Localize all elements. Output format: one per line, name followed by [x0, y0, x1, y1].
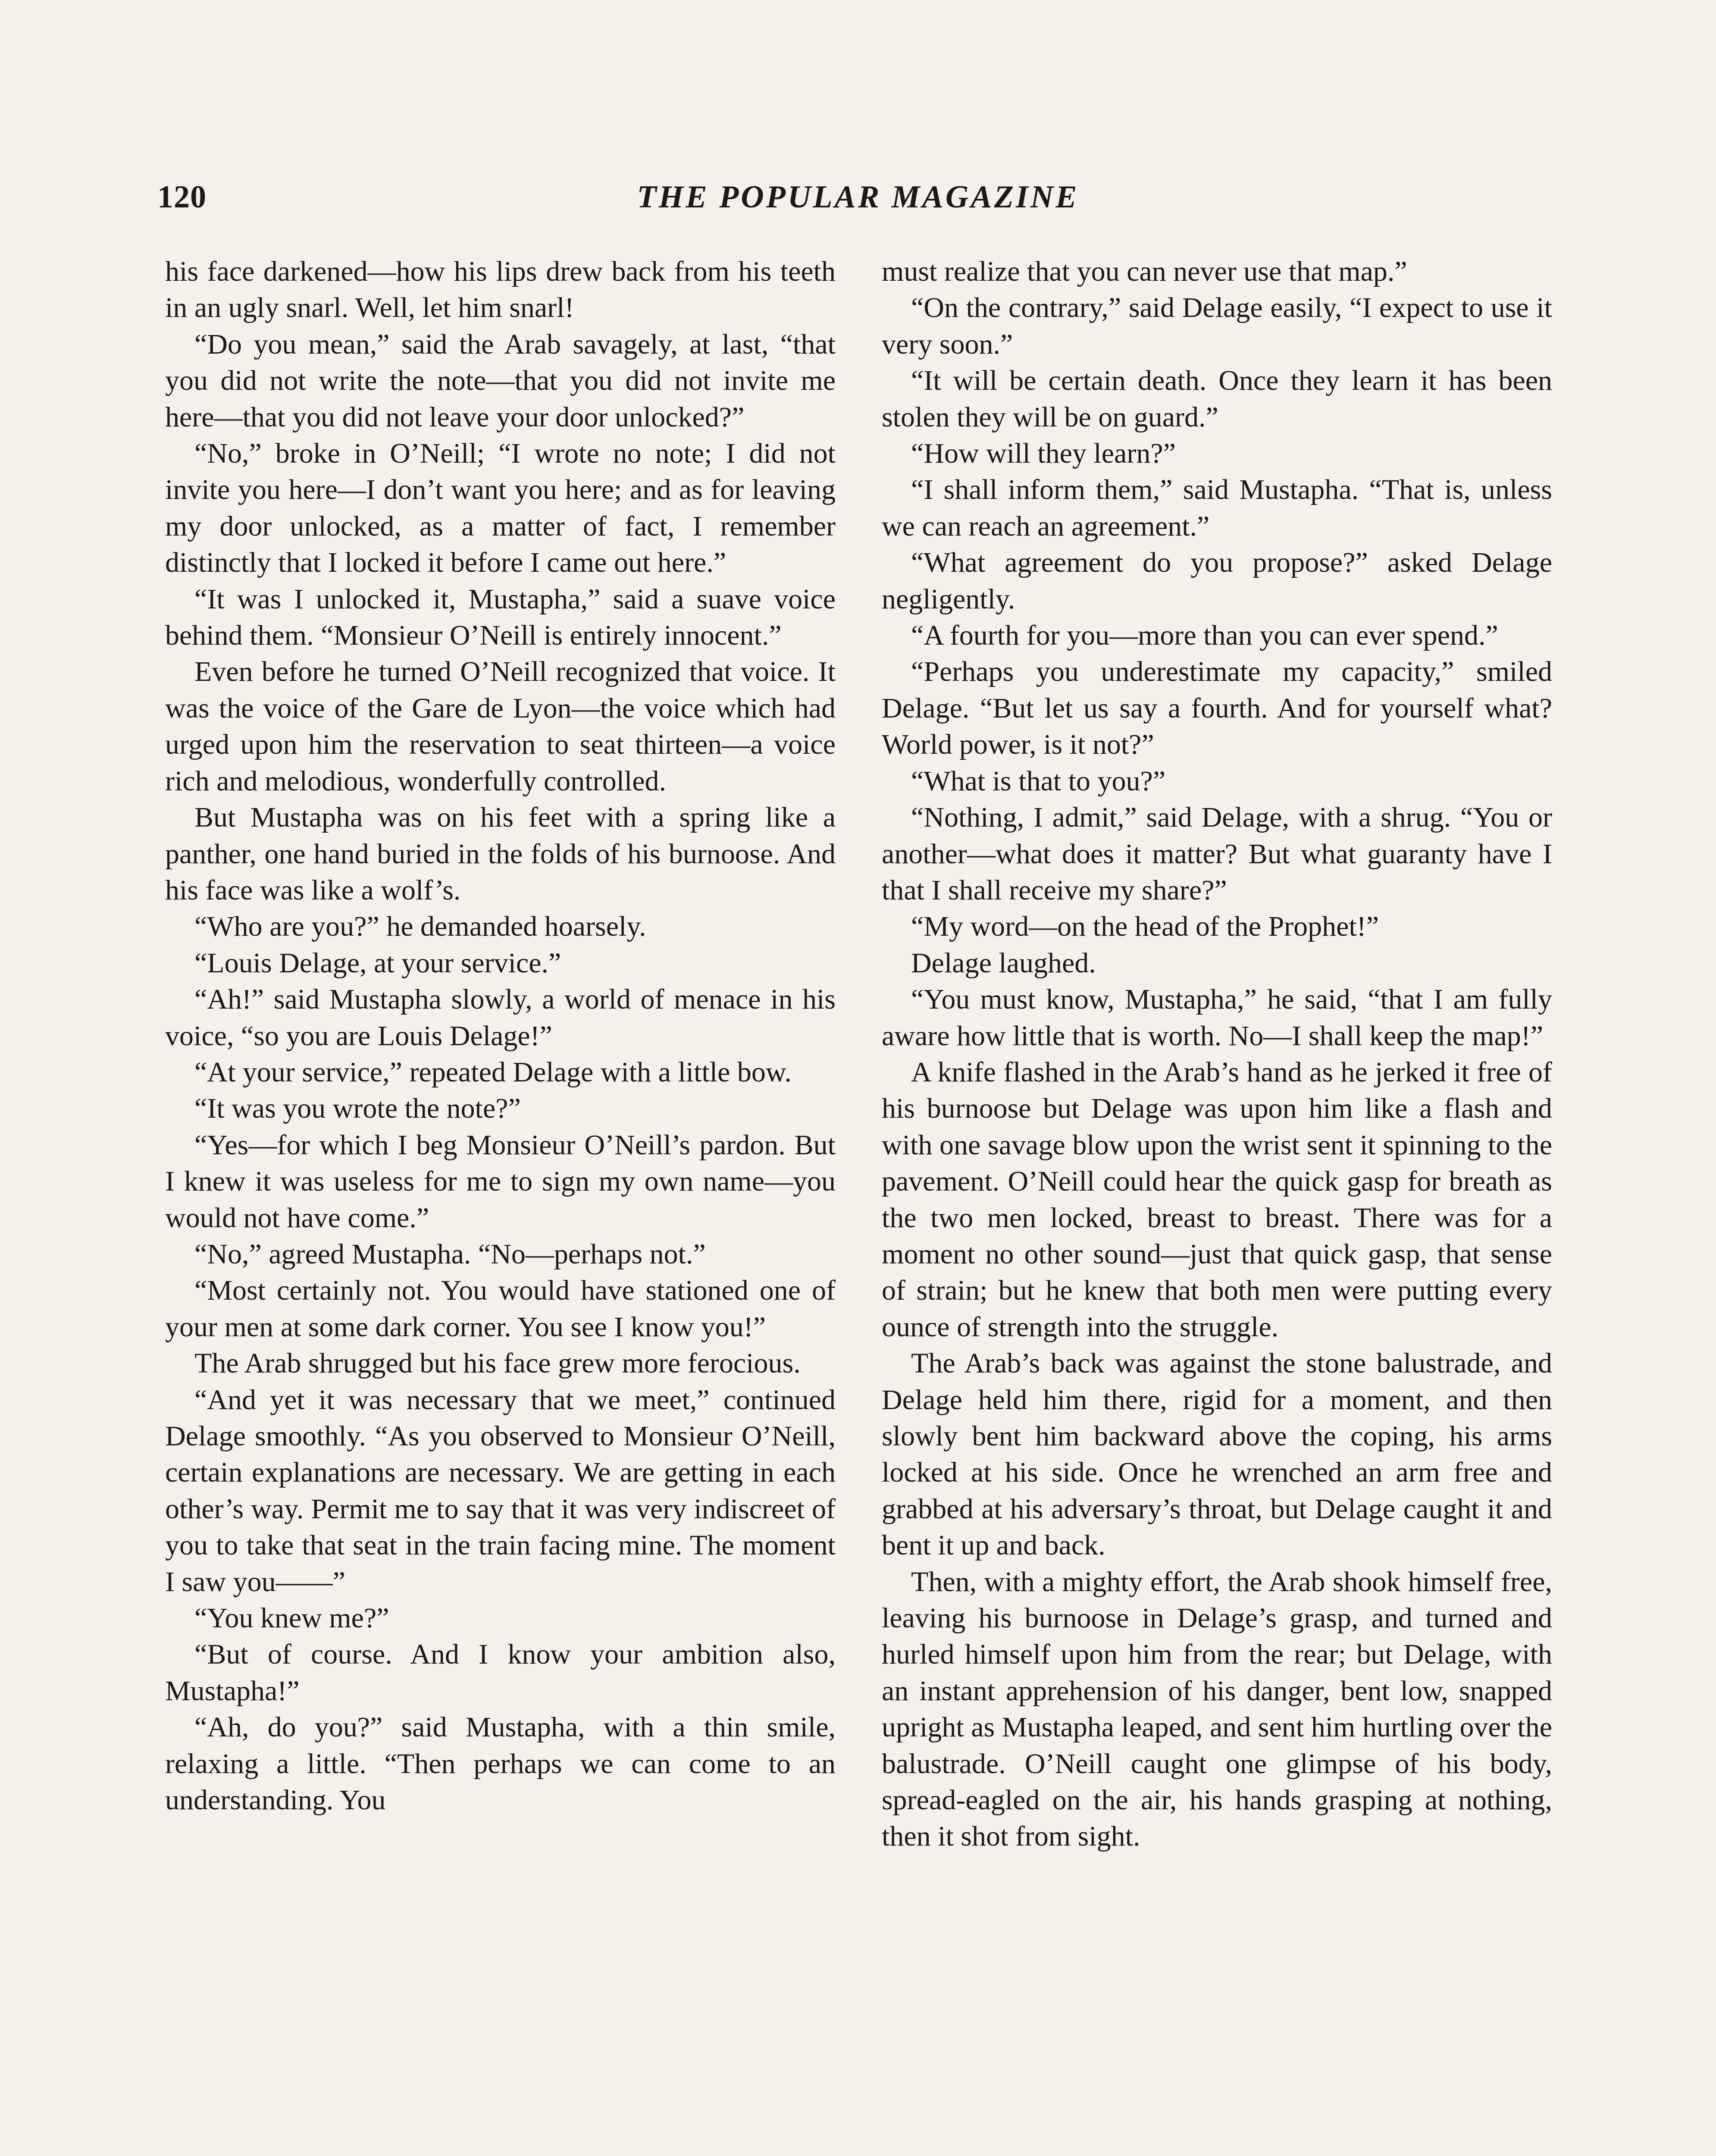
paragraph: “My word—on the head of the Prophet!” [911, 911, 1379, 943]
paragraph: “No,” agreed Mustapha. “No—perhaps not.” [194, 1238, 706, 1270]
paragraph: “And yet it was necessary that we meet,” continued Delage smoothly. “As you observed to Monsieur O’Neill, certain explanations are necessary. We are getting in each other’s way. Permit me to say that it was very indiscreet of you to take that seat in the train facing mine. The moment I saw you——” [165, 1384, 836, 1598]
paragraph: “On the contrary,” said Delage easily, “I expect to use it very soon.” [882, 292, 1552, 360]
paragraph: “Ah, do you?” said Mustapha, with a thin smile, relaxing a little. “Then perhaps we can come to an understanding. You [165, 1711, 836, 1816]
paragraph: “What agreement do you propose?” asked Delage negligently. [882, 547, 1552, 615]
page-number: 120 [157, 179, 207, 215]
paragraph: “It was I unlocked it, Mustapha,” said a suave voice behind them. “Monsieur O’Neill is entirely innocent.” [165, 583, 836, 652]
paragraph: “Ah!” said Mustapha slowly, a world of menace in his voice, “so you are Louis Delage!” [165, 984, 836, 1052]
paragraph: “Louis Delage, at your service.” [194, 947, 561, 979]
paragraph: “Do you mean,” said the Arab savagely, at last, “that you did not write the note—that you did not invite me here—that you did not leave your door unlocked?” [165, 328, 836, 433]
paragraph: “You knew me?” [194, 1602, 389, 1634]
paragraph: A knife flashed in the Arab’s hand as he jerked it free of his burnoose but Delage was upon him like a flash and with one savage blow upon the wrist sent it spinning to the pavement. O’Neill could hear the quick gasp for breath as the two men locked, breast to breast. There was for a moment no other sound—just that quick gasp, that sense of strain; but he knew that both men were putting every ounce of strength into the struggle. [882, 1056, 1552, 1343]
paragraph: “How will they learn?” [911, 438, 1176, 470]
paragraph: “A fourth for you—more than you can ever spend.” [911, 620, 1498, 652]
paragraph: “At your service,” repeated Delage with a little bow. [194, 1056, 792, 1088]
paragraph: The Arab’s back was against the stone balustrade, and Delage held him there, rigid for a moment, and then slowly bent him backward above the coping, his arms locked at his side. Once he wrenched an arm free and grabbed at his adversary’s throat, but Delage caught it and bent it up and back. [882, 1348, 1552, 1561]
paragraph: “What is that to you?” [911, 765, 1166, 797]
paragraph: must realize that you can never use that map.” [882, 256, 1407, 287]
paragraph: “Most certainly not. You would have stationed one of your men at some dark corner. You see I know you!” [165, 1275, 836, 1343]
paragraph: Even before he turned O’Neill recognized that voice. It was the voice of the Gare de Lyon—the voice which had urged upon him the reservation to seat thirteen—a voice rich and melodious, wonderfully controlled. [165, 656, 836, 797]
paragraph: “No,” broke in O’Neill; “I wrote no note; I did not invite you here—I don’t want you here; and as for leaving my door unlocked, as a matter of fact, I remember distinctly that I locked it before I came out here.” [165, 438, 836, 579]
paragraph: “Perhaps you underestimate my capacity,” smiled Delage. “But let us say a fourth. And for yourself what? World power, is it not?” [882, 656, 1552, 761]
right-column [882, 254, 1552, 1855]
paragraph: “Nothing, I admit,” said Delage, with a shrug. “You or another—what does it matter? But what guaranty have I that I shall receive my share?” [882, 802, 1552, 906]
paragraph: “It was you wrote the note?” [194, 1093, 521, 1125]
paragraph: his face darkened—how his lips drew back from his teeth in an ugly snarl. Well, let him snarl! [165, 256, 836, 324]
paragraph: The Arab shrugged but his face grew more ferocious. [194, 1348, 801, 1379]
paragraph: “I shall inform them,” said Mustapha. “That is, unless we can reach an agreement.” [882, 474, 1552, 542]
paragraph: “But of course. And I know your ambition also, Mustapha!” [165, 1639, 836, 1707]
left-column [165, 254, 836, 1818]
paragraph: Delage laughed. [911, 947, 1096, 979]
paragraph: “It will be certain death. Once they learn it has been stolen they will be on guard.” [882, 365, 1552, 433]
paragraph: “You must know, Mustapha,” he said, “that I am fully aware how little that is worth. No—I shall keep the map!” [882, 984, 1552, 1052]
running-title: THE POPULAR MAGAZINE [637, 179, 1079, 215]
paragraph: “Yes—for which I beg Monsieur O’Neill’s pardon. But I knew it was useless for me to sign my own name—you would not have come.” [165, 1129, 836, 1234]
paragraph: Then, with a mighty effort, the Arab shook himself free, leaving his burnoose in Delage’s grasp, and turned and hurled himself upon him from the rear; but Delage, with an instant apprehension of his danger, bent low, snapped upright as Mustapha leaped, and sent him hurtling over the balustrade. O’Neill caught one glimpse of his body, spread-eagled on the air, his hands grasping at nothing, then it shot from sight. [882, 1566, 1552, 1852]
paragraph: “Who are you?” he demanded hoarsely. [194, 911, 646, 943]
paragraph: But Mustapha was on his feet with a spring like a panther, one hand buried in the folds of his burnoose. And his face was like a wolf’s. [165, 802, 836, 906]
